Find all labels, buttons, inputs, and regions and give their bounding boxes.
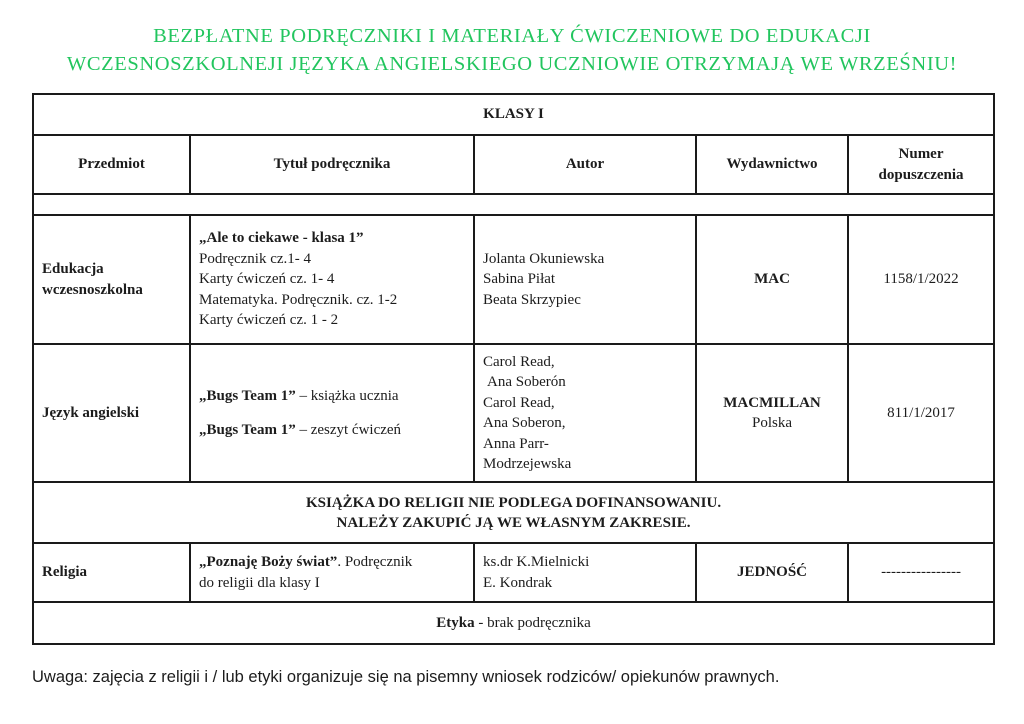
author-line: Ana Soberón	[487, 374, 566, 390]
column-header-author: Autor	[474, 135, 696, 194]
title-bold: „Bugs Team 1”	[199, 421, 296, 438]
religion-note	[33, 482, 994, 543]
footer-note: Uwaga: zajęcia z religii i / lub etyki organizuje się na pisemny wniosek rodziców/ opiekunów prawnych.	[32, 668, 780, 686]
title-line	[199, 552, 465, 573]
title-rest: – zeszyt ćwiczeń	[295, 421, 402, 438]
religion-note-line-2: NALEŻY ZAKUPIĆ JĄ WE WŁASNYM ZAKRESIE.	[336, 514, 691, 531]
column-header-number-line-2: dopuszczenia	[878, 166, 964, 183]
title-rest: . Podręcznik	[337, 554, 413, 570]
author-cell	[474, 215, 696, 344]
author-cell	[474, 543, 696, 602]
title-line: Matematyka. Podręcznik. cz. 1-2	[199, 291, 398, 308]
title-bold: „Ale to ciekawe - klasa 1”	[199, 230, 364, 247]
publisher-cell	[696, 344, 848, 482]
class-header: KLASY I	[33, 94, 994, 135]
author-line: ks.dr K.Mielnicki	[483, 554, 590, 570]
subject-cell	[33, 215, 190, 344]
spacer-row	[33, 194, 994, 215]
author-line: Beata Skrzypiec	[483, 291, 581, 308]
column-header-number	[848, 135, 994, 194]
title-cell	[190, 215, 474, 344]
title-line	[199, 420, 465, 441]
author-line: Anna Parr-	[483, 435, 549, 452]
column-header-title: Tytuł podręcznika	[190, 135, 474, 194]
title-line: do religii dla klasy I	[199, 574, 320, 591]
number-cell: ----------------	[848, 543, 994, 602]
author-line: Ana Soberon,	[483, 415, 566, 431]
author-line: Carol Read,	[483, 353, 555, 370]
publisher-cell: JEDNOŚĆ	[696, 543, 848, 602]
title-cell	[190, 543, 474, 602]
subject-cell: Język angielski	[33, 344, 190, 482]
author-line: Sabina Piłat	[483, 271, 556, 288]
number-cell: 811/1/2017	[848, 344, 994, 482]
title-line: Podręcznik cz.1- 4	[199, 250, 312, 267]
publisher-name: MACMILLAN	[723, 394, 821, 411]
column-header-number-line-1: Numer	[898, 146, 944, 162]
title-line: Karty ćwiczeń cz. 1 - 2	[199, 312, 339, 329]
title-line	[199, 386, 465, 407]
table-row	[33, 543, 994, 602]
author-line: Jolanta Okuniewska	[483, 250, 605, 267]
column-header-subject: Przedmiot	[33, 135, 190, 194]
author-line: Modrzejewska	[483, 456, 572, 472]
table-row	[33, 344, 994, 482]
spacer-cell	[33, 194, 994, 215]
religion-note-row	[33, 482, 994, 543]
title-gap	[199, 407, 465, 420]
religion-note-line-1: KSIĄŻKA DO RELIGII NIE PODLEGA DOFINANSOWANIU.	[305, 494, 722, 511]
title-bold: „Bugs Team 1”	[199, 388, 296, 404]
publisher-sub: Polska	[751, 415, 792, 431]
ethics-cell	[33, 602, 994, 644]
heading-line-1: BEZPŁATNE PODRĘCZNIKI I MATERIAŁY ĆWICZENIOWE DO EDUKACJI	[153, 25, 871, 47]
page-heading	[0, 22, 1024, 78]
author-line: E. Kondrak	[483, 574, 553, 591]
subject-line-2: wczesnoszkolna	[42, 281, 143, 298]
author-line: Carol Read,	[483, 394, 555, 411]
table-row	[33, 215, 994, 344]
title-bold: „Poznaję Boży świat”	[199, 554, 338, 570]
ethics-label: Etyka	[436, 614, 475, 631]
class-header-row	[33, 94, 994, 135]
column-header-publisher: Wydawnictwo	[696, 135, 848, 194]
author-cell	[474, 344, 696, 482]
number-cell: 1158/1/2022	[848, 215, 994, 344]
subject-cell: Religia	[33, 543, 190, 602]
ethics-row	[33, 602, 994, 644]
heading-line-2: WCZESNOSZKOLNEJI JĘZYKA ANGIELSKIEGO UCZNIOWIE OTRZYMAJĄ WE WRZEŚNIU!	[66, 53, 958, 75]
title-cell	[190, 344, 474, 482]
publisher-cell: MAC	[696, 215, 848, 344]
textbook-table	[32, 93, 995, 645]
title-line: Karty ćwiczeń cz. 1- 4	[199, 271, 335, 288]
title-rest: – książka ucznia	[295, 388, 399, 404]
column-header-row	[33, 135, 994, 194]
ethics-note: - brak podręcznika	[474, 614, 591, 631]
subject-line-1: Edukacja	[42, 261, 104, 277]
